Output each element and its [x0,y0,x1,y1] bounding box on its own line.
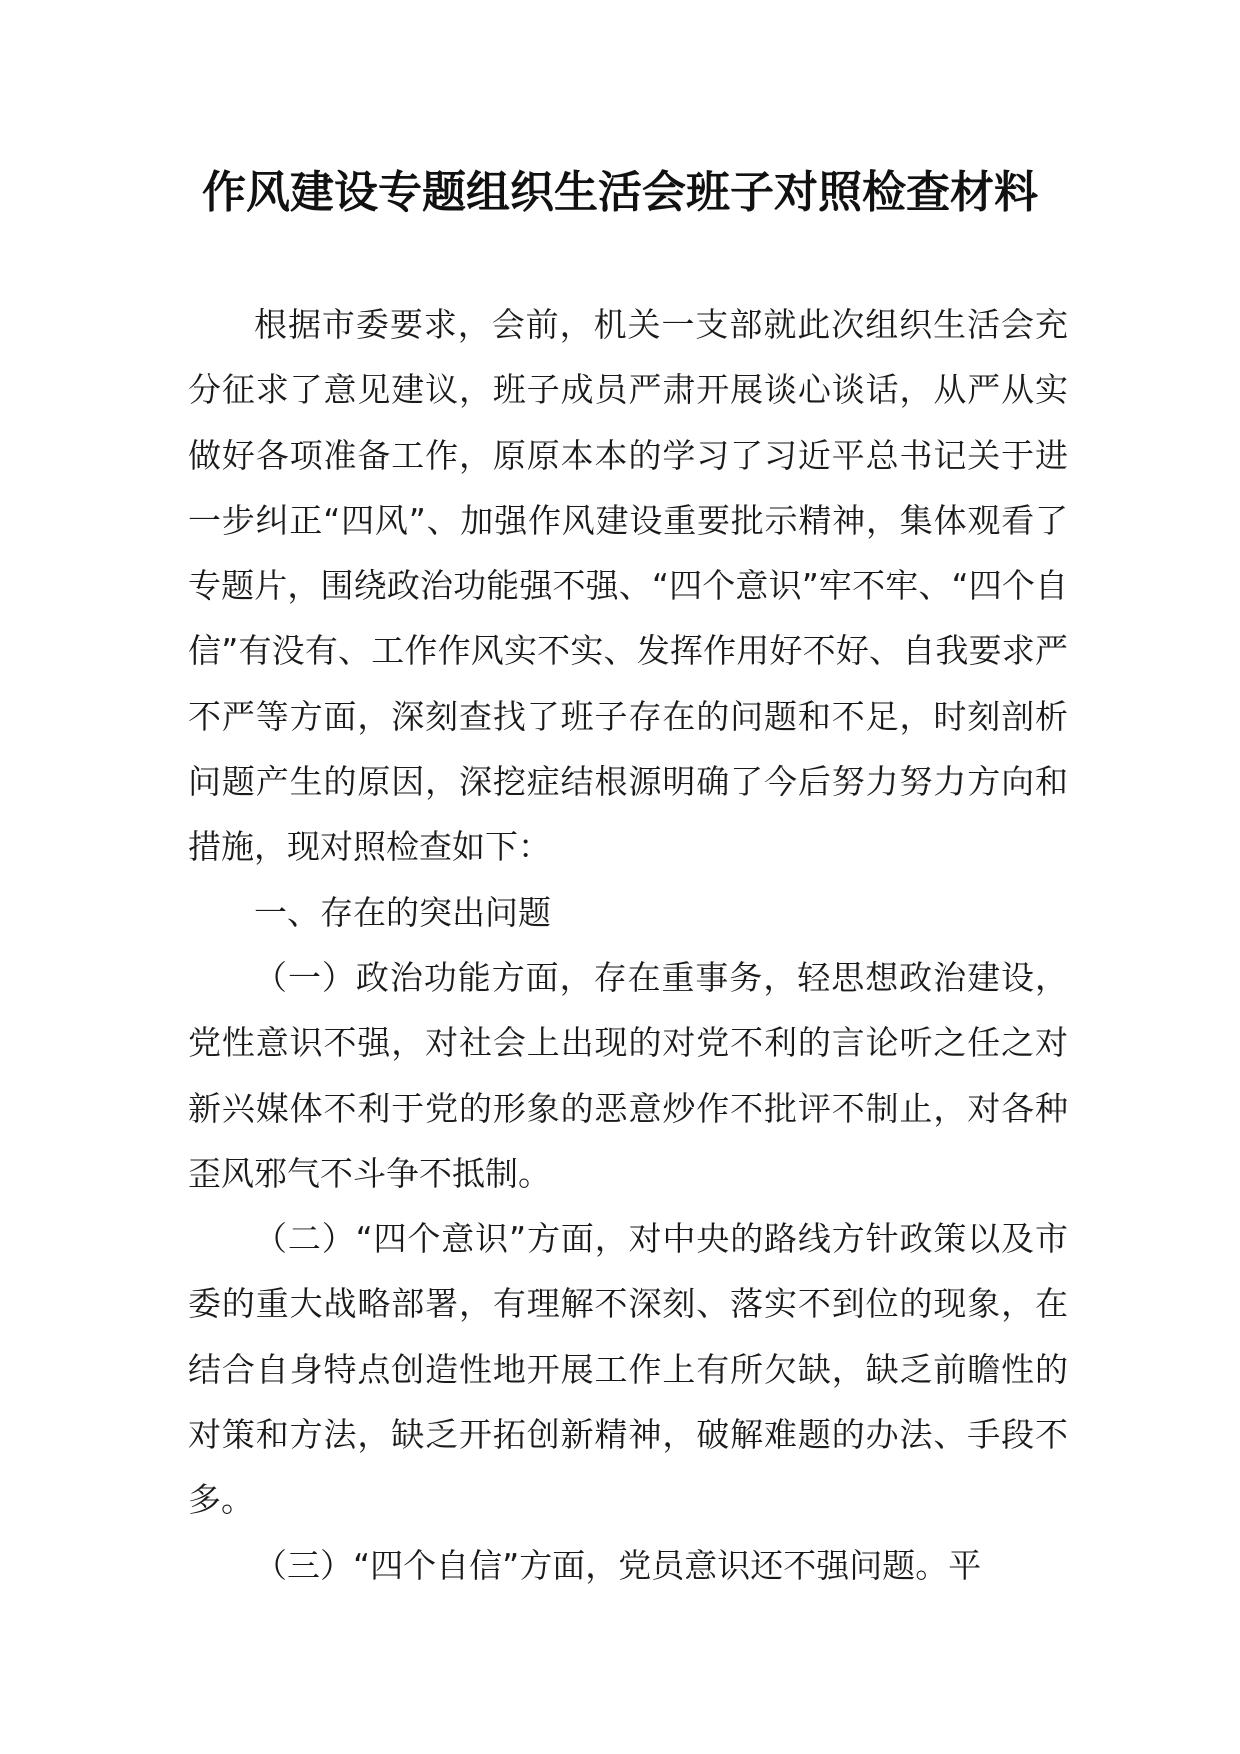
document-title: 作风建设专题组织生活会班子对照检查材料 [202,167,1038,218]
paragraph-intro: 根据市委要求，会前，机关一支部就此次组织生活会充分征求了意见建议，班子成员严肃开展谈心谈话，从严从实做好各项准备工作，原原本本的学习了习近平总书记关于进一步纠正“四风”、加强作风建设重要批示精神，集体观看了专题片，围绕政治功能强不强、“四个意识”牢不牢、“四个自信”有没有、工作作风实不实、发挥作用好不好、自我要求严不严等方面，深刻查找了班子存在的问题和不足，时刻剖析问题产生的原因，深挖症结根源明确了今后努力努力方向和措施，现对照检查如下： [188,305,1068,867]
document-body [188,292,1068,1598]
paragraph-four-confidences: （三）“四个自信”方面，党员意识还不强问题。平 [254,1545,982,1585]
section-heading-problems: 一、存在的突出问题 [254,892,551,932]
paragraph-political-function: （一）政治功能方面，存在重事务，轻思想政治建设，党性意识不强，对社会上出现的对党不利的言论听之任之对新兴媒体不利于党的形象的恶意炒作不批评不制止，对各种歪风邪气不斗争不抵制。 [188,957,1068,1193]
paragraph-four-consciousness: （二）“四个意识”方面，对中央的路线方针政策以及市委的重大战略部署，有理解不深刻、落实不到位的现象，在结合自身特点创造性地开展工作上有所欠缺，缺乏前瞻性的对策和方法，缺乏开拓创新精神，破解难题的办法、手段不多。 [188,1219,1068,1520]
